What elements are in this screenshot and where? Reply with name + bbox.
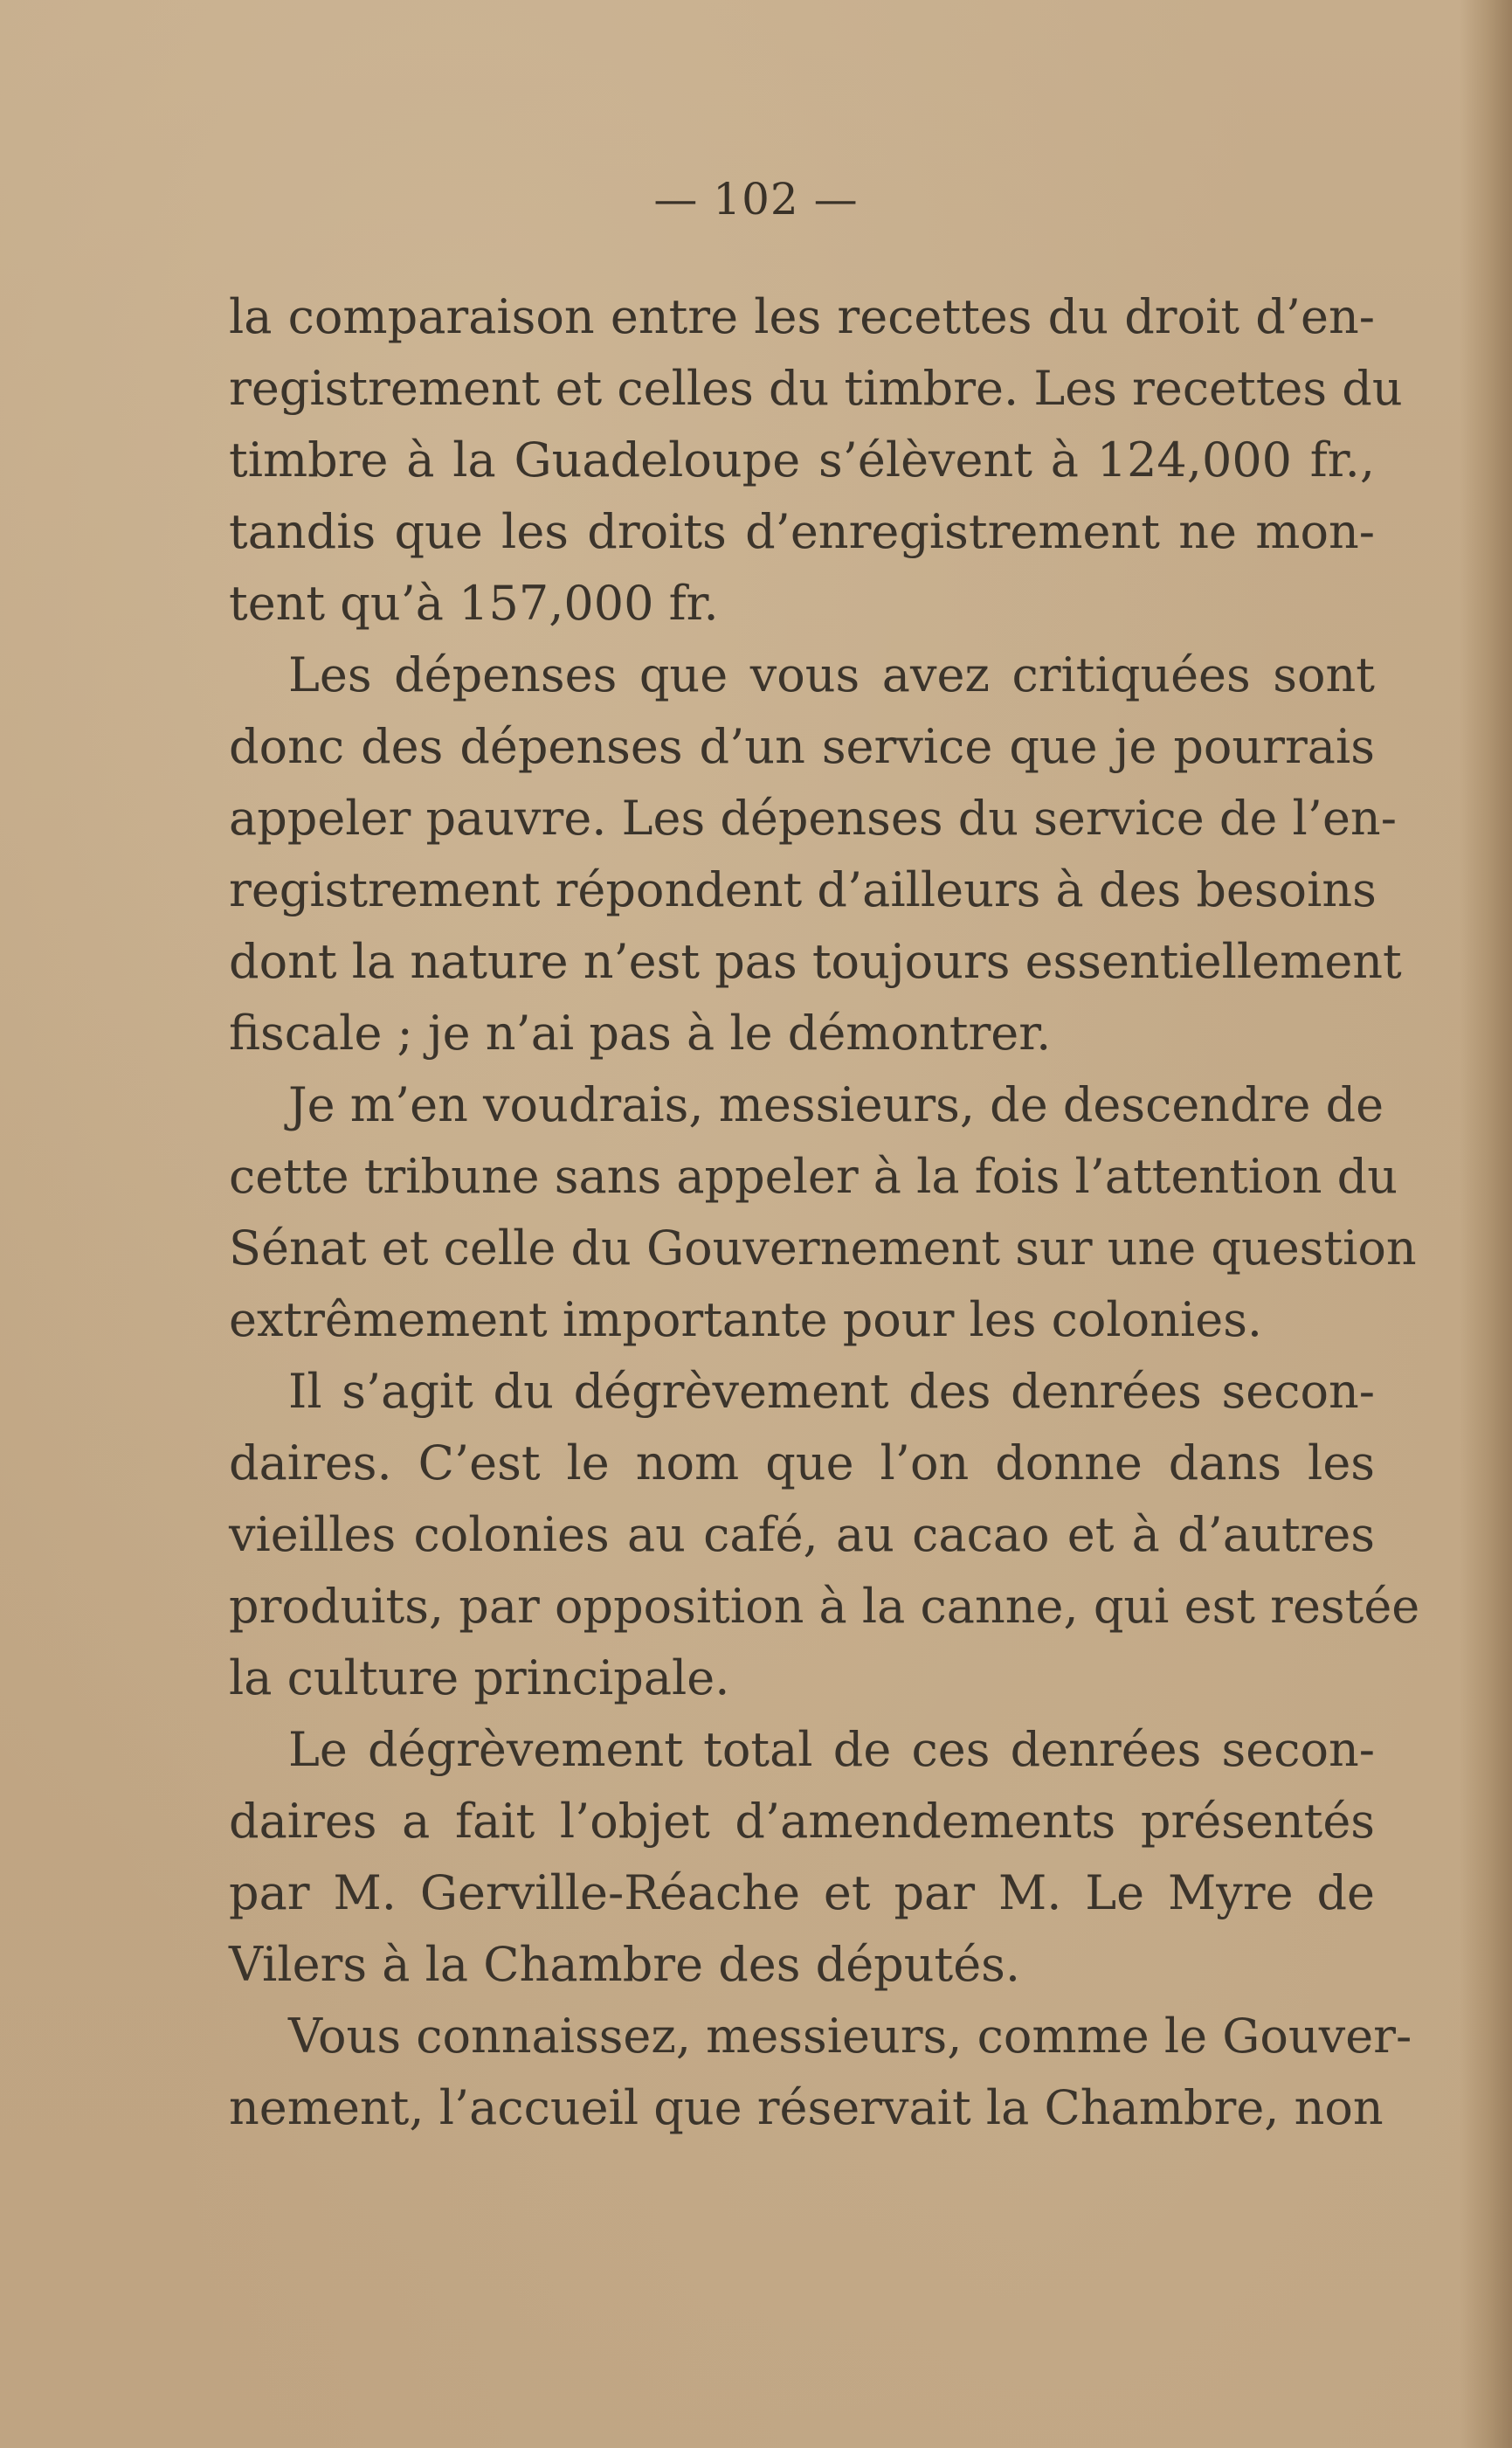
text-line: la culture principale. [229, 1650, 730, 1705]
text-line: daires a fait l’objet d’amendements présentés [229, 1794, 1375, 1849]
text-line: appeler pauvre. Les dépenses du service de l’en- [229, 791, 1397, 846]
text-line: timbre à la Guadeloupe s’élèvent à 124,000 fr., [229, 432, 1375, 488]
text-line: par M. Gerville-Réache et par M. Le Myre de [229, 1865, 1375, 1920]
text-line: la comparaison entre les recettes du droit d’en- [229, 289, 1375, 344]
page-edge-shadow [1460, 0, 1512, 2448]
text-line: daires. C’est le nom que l’on donne dans les [229, 1435, 1375, 1490]
text-line: Sénat et celle du Gouvernement sur une question [229, 1221, 1417, 1276]
text-line: tent qu’à 157,000 fr. [229, 576, 719, 631]
page-number: — 102 — [653, 174, 859, 225]
text-line: Le dégrèvement total de ces denrées secon- [288, 1722, 1375, 1777]
text-line: tandis que les droits d’enregistrement ne mon- [229, 504, 1375, 559]
text-line: dont la nature n’est pas toujours essentiellement [229, 934, 1402, 989]
body-text [229, 281, 1420, 2144]
text-line: fiscale ; je n’ai pas à le démontrer. [229, 1006, 1052, 1061]
text-line: Il s’agit du dégrèvement des denrées secon- [288, 1364, 1375, 1419]
text-line: cette tribune sans appeler à la fois l’attention du [229, 1149, 1398, 1204]
text-line: Les dépenses que vous avez critiquées sont [288, 647, 1375, 702]
text-line: nement, l’accueil que réservait la Chambre, non [229, 2080, 1384, 2135]
text-line: Vilers à la Chambre des députés. [229, 1937, 1021, 1992]
text-line: extrêmement importante pour les colonies. [229, 1292, 1263, 1347]
text-line: Je m’en voudrais, messieurs, de descendre de [288, 1077, 1384, 1132]
text-line: produits, par opposition à la canne, qui est restée [229, 1579, 1420, 1634]
text-line: donc des dépenses d’un service que je pourrais [229, 719, 1375, 774]
text-line: registrement et celles du timbre. Les recettes du [229, 361, 1403, 416]
text-line: vieilles colonies au café, au cacao et à d’autres [229, 1507, 1375, 1562]
text-line: Vous connaissez, messieurs, comme le Gouver- [288, 2009, 1412, 2064]
text-line: registrement répondent d’ailleurs à des besoins [229, 862, 1377, 917]
